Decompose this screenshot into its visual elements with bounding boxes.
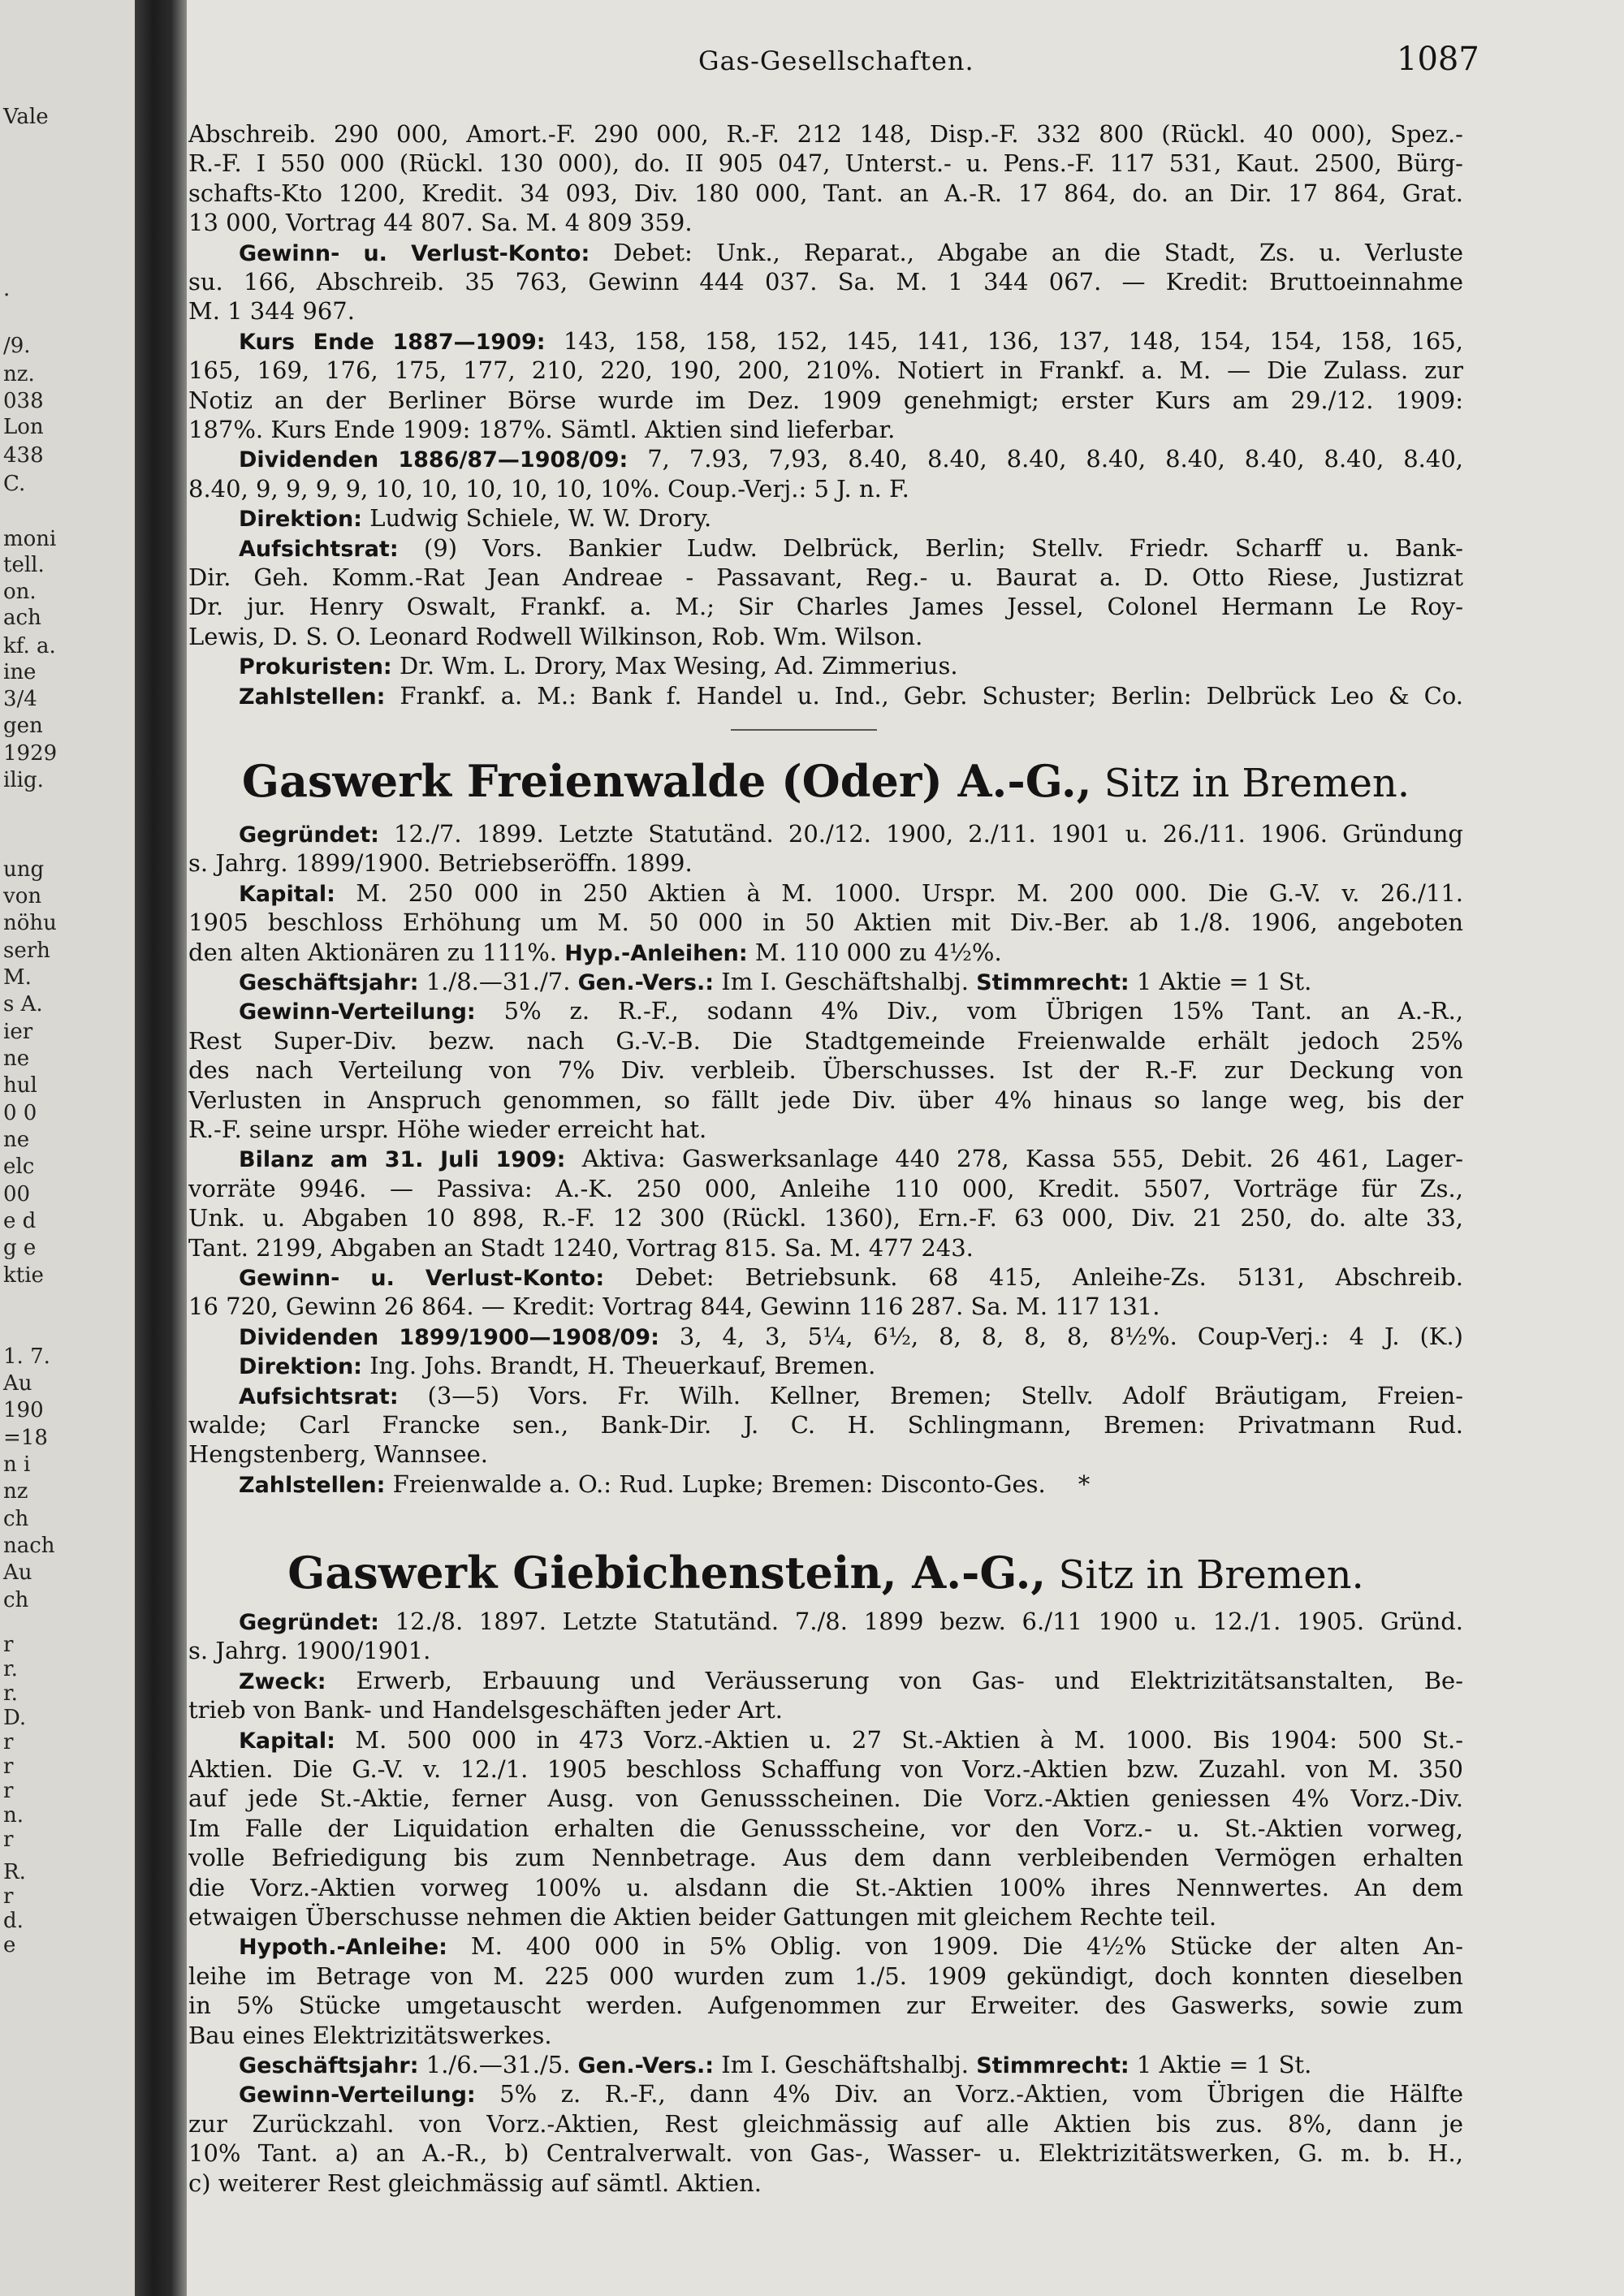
prev-direktion bbox=[188, 504, 1463, 532]
fw-bilanz-line bbox=[188, 1234, 1463, 1262]
fw-gegruendet-line bbox=[188, 820, 1463, 848]
field-text: auf jede St.-Aktie, ferner Ausg. von Genussscheinen. Die Vorz.-Aktien geniessen 4% Vorz.-Div. bbox=[188, 1785, 1463, 1813]
field-label: Gewinn- u. Verlust-Konto: bbox=[239, 240, 590, 266]
left-page-fragment: r bbox=[3, 1754, 14, 1779]
field-text: Notiz an der Berliner Börse wurde im Dez. 1909 genehmigt; erster Kurs am 29./12. 1909: bbox=[188, 386, 1463, 414]
left-page-fragment: moni bbox=[3, 527, 57, 551]
field-text: volle Befriedigung bis zum Nennbetrage. Aus dem dann verbleibenden Vermögen erhalten bbox=[188, 1844, 1463, 1872]
gs-hypothek-line bbox=[188, 2022, 1463, 2049]
prev-balance-line bbox=[188, 179, 1463, 207]
left-page-fragment: r bbox=[3, 1730, 14, 1754]
prev-kurs-line bbox=[188, 386, 1463, 414]
left-page-fragment: Vale bbox=[3, 105, 49, 129]
prev-aufsichtsrat-line bbox=[188, 534, 1463, 562]
gs-kapital-line bbox=[188, 1726, 1463, 1754]
field-label: Gen.-Vers.: bbox=[577, 2053, 715, 2078]
company-name: Gaswerk Freienwalde (Oder) A.-G., bbox=[241, 755, 1092, 807]
left-page-fragment: e bbox=[3, 1933, 16, 1957]
page-number: 1087 bbox=[1397, 41, 1479, 78]
fw-kapital-line bbox=[188, 908, 1463, 936]
gs-gewinnverteilung-line bbox=[188, 2139, 1463, 2167]
field-label: Gen.-Vers.: bbox=[577, 970, 715, 995]
left-page-fragment: 038 bbox=[3, 389, 44, 413]
left-page-fragment: C. bbox=[3, 472, 26, 496]
field-text: R.-F. I 550 000 (Rückl. 130 000), do. II 905 047, Unterst.- u. Pens.-F. 117 531, Kaut. 2500, Bürg- bbox=[188, 149, 1463, 178]
field-text: Dir. Geh. Komm.-Rat Jean Andreae - Passavant, Reg.- u. Baurat a. D. Otto Riese, Justizrat bbox=[188, 563, 1463, 591]
gs-kapital-line bbox=[188, 1874, 1463, 1901]
field-text: M. 400 000 in 5% Oblig. von 1909. Die 4½% Stücke der alten An- bbox=[470, 1932, 1463, 1961]
company-seat: Sitz in Bremen. bbox=[1091, 761, 1410, 806]
left-page-fragment: 0 0 bbox=[3, 1101, 37, 1125]
field-label: Dividenden 1899/1900—1908/09: bbox=[239, 1324, 659, 1350]
field-text: Dr. Wm. L. Drory, Max Wesing, Ad. Zimmerius. bbox=[399, 652, 958, 680]
left-page-fragment: ne bbox=[3, 1128, 30, 1152]
field-text: Tant. 2199, Abgaben an Stadt 1240, Vortrag 815. Sa. M. 477 243. bbox=[188, 1233, 974, 1262]
field-text: s. Jahrg. 1900/1901. bbox=[188, 1637, 431, 1665]
field-text: 5% z. R.-F., sodann 4% Div., vom Übrigen 15% Tant. an A.-R., bbox=[503, 997, 1463, 1025]
field-label: Aufsichtsrat: bbox=[239, 536, 399, 562]
left-page-fragment: ach bbox=[3, 606, 41, 630]
field-text: 8.40, 9, 9, 9, 9, 10, 10, 10, 10, 10, 10%. Coup.-Verj.: 5 J. n. F. bbox=[188, 474, 909, 503]
field-text: M. 110 000 zu 4½%. bbox=[747, 938, 1002, 966]
gs-kapital-line bbox=[188, 1844, 1463, 1871]
page bbox=[187, 0, 1624, 2296]
left-page-fragment: /9. bbox=[3, 334, 31, 358]
left-page-fragment: d. bbox=[3, 1909, 24, 1933]
left-page-fragment: . bbox=[3, 277, 11, 301]
left-page-fragment: nz bbox=[3, 1479, 28, 1504]
fw-gewinnverteilung-line bbox=[188, 1027, 1463, 1055]
left-page-fragment: 438 bbox=[3, 443, 44, 468]
field-text: Rest Super-Div. bezw. nach G.-V.-B. Die Stadtgemeinde Freienwalde erhält jedoch 25% bbox=[188, 1026, 1463, 1055]
field-text: zur Zurückzahl. von Vorz.-Aktien, Rest gleichmässig auf alle Aktien bis zus. 8%, dann je bbox=[188, 2109, 1463, 2138]
prev-balance-line bbox=[188, 209, 1463, 236]
field-text: Freienwalde a. O.: Rud. Lupke; Bremen: Disconto-Ges. bbox=[392, 1470, 1046, 1498]
left-page-fragment: R. bbox=[3, 1860, 26, 1884]
field-text: Bau eines Elektrizitätswerkes. bbox=[188, 2021, 552, 2049]
left-page-edge bbox=[0, 0, 136, 2296]
left-page-fragment: tell. bbox=[3, 553, 45, 577]
left-page-fragment: nach bbox=[3, 1534, 55, 1558]
gs-kapital-line bbox=[188, 1785, 1463, 1812]
prev-balance-line bbox=[188, 149, 1463, 177]
field-text: 165, 169, 176, 175, 177, 210, 220, 190, 200, 210%. Notiert in Frankf. a. M. — Die Zulass. zur bbox=[188, 356, 1463, 385]
fw-bilanz-line bbox=[188, 1145, 1463, 1172]
field-label: Geschäftsjahr: bbox=[239, 970, 419, 995]
field-text: Abschreib. 290 000, Amort.-F. 290 000, R.-F. 212 148, Disp.-F. 332 800 (Rückl. 40 000), Spez.- bbox=[188, 120, 1463, 148]
fw-aufsichtsrat-line bbox=[188, 1411, 1463, 1439]
left-page-fragment: 00 bbox=[3, 1182, 31, 1206]
field-text: Aktiva: Gaswerksanlage 440 278, Kassa 555, Debit. 26 461, Lager- bbox=[581, 1145, 1463, 1173]
left-page-fragment: D. bbox=[3, 1706, 27, 1730]
left-page-fragment: ktie bbox=[3, 1263, 44, 1288]
field-text: Im I. Geschäftshalbj. bbox=[721, 2051, 970, 2078]
field-text: Hengstenberg, Wannsee. bbox=[188, 1440, 489, 1469]
left-page-fragment: 3/4 bbox=[3, 687, 37, 711]
prev-kurs-line bbox=[188, 416, 1463, 443]
left-page-fragment: r bbox=[3, 1828, 14, 1852]
gs-hypothek-line bbox=[188, 1932, 1463, 1960]
gs-hypothek-line bbox=[188, 1992, 1463, 2019]
left-page-fragment: n. bbox=[3, 1803, 24, 1828]
gs-gegruendet-line bbox=[188, 1608, 1463, 1635]
left-page-fragment: serh bbox=[3, 939, 50, 963]
field-text: 1 Aktie = 1 St. bbox=[1136, 2051, 1312, 2078]
left-page-fragment: kf. a. bbox=[3, 634, 56, 658]
field-text: den alten Aktionären zu 111%. bbox=[188, 938, 557, 966]
field-text: Aktien. Die G.-V. v. 12./1. 1905 beschloss Schaffung von Vorz.-Aktien bzw. Zuzahl. von M. 350 bbox=[188, 1755, 1463, 1783]
gs-geschaeftsjahr bbox=[188, 2051, 1463, 2078]
field-text: Verlusten in Anspruch genommen, so fällt jede Div. über 4% hinaus so lange weg, bis der bbox=[188, 1085, 1463, 1114]
field-label: Zahlstellen: bbox=[239, 1472, 386, 1498]
field-text: c) weiterer Rest gleichmässig auf sämtl. Aktien. bbox=[188, 2169, 762, 2197]
left-page-fragment: Au bbox=[3, 1371, 32, 1396]
fw-gegruendet-line bbox=[188, 849, 1463, 877]
gs-gewinnverteilung-line bbox=[188, 2169, 1463, 2197]
field-label: Kurs Ende 1887—1909: bbox=[239, 329, 546, 355]
field-label: Dividenden 1886/87—1908/09: bbox=[239, 447, 628, 473]
prev-kurs-line bbox=[188, 356, 1463, 384]
left-page-fragment: ne bbox=[3, 1047, 30, 1071]
prev-guv-line bbox=[188, 268, 1463, 296]
left-page-fragment: ier bbox=[3, 1020, 33, 1044]
left-page-fragment: ch bbox=[3, 1588, 29, 1612]
field-label: Gegründet: bbox=[239, 1610, 379, 1635]
fw-kapital-line bbox=[188, 879, 1463, 907]
field-text: die Vorz.-Aktien vorweg 100% u. alsdann die St.-Aktien 100% ihres Nennwertes. An dem bbox=[188, 1873, 1463, 1901]
field-text: 13 000, Vortrag 44 807. Sa. M. 4 809 359. bbox=[188, 209, 693, 237]
gs-gewinnverteilung-line bbox=[188, 2080, 1463, 2108]
field-label: Direktion: bbox=[239, 507, 362, 533]
field-text: etwaigen Überschusse nehmen die Aktien beider Gattungen mit gleichem Rechte teil. bbox=[188, 1903, 1217, 1931]
left-page-fragment: M. bbox=[3, 965, 32, 990]
field-text: 1905 beschloss Erhöhung um M. 50 000 in 50 Aktien mit Div.-Ber. ab 1./8. 1906, angeboten bbox=[188, 908, 1463, 937]
left-page-fragment: 190 bbox=[3, 1398, 44, 1422]
gs-kapital-line bbox=[188, 1755, 1463, 1783]
fw-geschaeftsjahr bbox=[188, 968, 1463, 995]
field-label: Gegründet: bbox=[239, 822, 379, 848]
gs-gegruendet-line bbox=[188, 1637, 1463, 1664]
prev-balance-line bbox=[188, 120, 1463, 148]
prev-aufsichtsrat-line bbox=[188, 623, 1463, 650]
fw-gewinnverteilung-line bbox=[188, 1086, 1463, 1114]
left-page-fragment: ine bbox=[3, 660, 37, 684]
field-text: Im Falle der Liquidation erhalten die Genussscheine, vor den Vorz.- u. St.-Aktien vorweg, bbox=[188, 1814, 1463, 1842]
field-text: Debet: Unk., Reparat., Abgabe an die Stadt, Zs. u. Verluste bbox=[613, 238, 1463, 266]
left-page-fragment: r bbox=[3, 1884, 14, 1909]
field-text: Lewis, D. S. O. Leonard Rodwell Wilkinson, Rob. Wm. Wilson. bbox=[188, 622, 923, 650]
field-text: M. 250 000 in 250 Aktien à M. 1000. Urspr. M. 200 000. Die G.-V. v. 26./11. bbox=[356, 878, 1463, 907]
field-label: Gewinn- u. Verlust-Konto: bbox=[239, 1266, 605, 1291]
field-text: 12./8. 1897. Letzte Statutänd. 7./8. 1899 bezw. 6./11 1900 u. 12./1. 1905. Gründ. bbox=[395, 1608, 1463, 1635]
company-title-freienwalde bbox=[188, 755, 1463, 809]
field-text: 5% z. R.-F., dann 4% Div. an Vorz.-Aktien, vom Übrigen die Hälfte bbox=[499, 2080, 1463, 2108]
company-name: Gaswerk Giebichenstein, A.-G., bbox=[287, 1547, 1047, 1599]
field-label: Kapital: bbox=[239, 881, 335, 907]
fw-gewinnverteilung-line bbox=[188, 997, 1463, 1025]
prev-dividend-line bbox=[188, 445, 1463, 473]
left-page-fragment: gen bbox=[3, 714, 43, 738]
field-text: 143, 158, 158, 152, 145, 141, 136, 137, 148, 154, 154, 158, 165, bbox=[563, 326, 1463, 355]
left-page-fragment: hul bbox=[3, 1073, 37, 1098]
prev-kurs-line bbox=[188, 327, 1463, 355]
prev-dividend-line bbox=[188, 475, 1463, 503]
left-page-fragment: ilig. bbox=[3, 768, 44, 792]
field-label: Stimmrecht: bbox=[976, 2053, 1129, 2078]
prev-zahlstellen bbox=[188, 682, 1463, 710]
field-text: 10% Tant. a) an A.-R., b) Centralverwalt. von Gas-, Wasser- u. Elektrizitätswerken, G. m. b. H., bbox=[188, 2139, 1463, 2168]
field-text: schafts-Kto 1200, Kredit. 34 093, Div. 180 000, Tant. an A.-R. 17 864, do. an Dir. 17 864, Grat. bbox=[188, 179, 1463, 207]
field-label: Direktion: bbox=[239, 1354, 362, 1380]
field-text: R.-F. seine urspr. Höhe wieder erreicht hat. bbox=[188, 1116, 707, 1143]
field-text: su. 166, Abschreib. 35 763, Gewinn 444 037. Sa. M. 1 344 067. — Kredit: Bruttoeinnahme bbox=[188, 268, 1463, 296]
left-page-fragment: 1. 7. bbox=[3, 1344, 50, 1369]
running-title: Gas-Gesellschaften. bbox=[698, 45, 974, 76]
prev-aufsichtsrat-line bbox=[188, 563, 1463, 591]
left-page-fragment: =18 bbox=[3, 1426, 48, 1450]
field-text: vorräte 9946. — Passiva: A.-K. 250 000, Anleihe 110 000, Kredit. 5507, Vorträge für Zs., bbox=[188, 1174, 1463, 1202]
fw-dividenden bbox=[188, 1323, 1463, 1350]
book-binding bbox=[135, 0, 187, 2296]
left-page-fragment: Lon bbox=[3, 415, 44, 439]
field-label: Prokuristen: bbox=[239, 654, 392, 680]
gs-zweck-line bbox=[188, 1696, 1463, 1724]
field-text: 7, 7.93, 7,93, 8.40, 8.40, 8.40, 8.40, 8.40, 8.40, 8.40, 8.40, bbox=[647, 445, 1463, 473]
left-page-fragment: von bbox=[3, 884, 42, 908]
field-text: Dr. jur. Henry Oswalt, Frankf. a. M.; Sir Charles James Jessel, Colonel Hermann Le Roy- bbox=[188, 593, 1463, 621]
field-label: Kapital: bbox=[239, 1728, 335, 1754]
prev-guv-line bbox=[188, 239, 1463, 266]
left-page-fragment: nz. bbox=[3, 362, 35, 386]
field-label: Zahlstellen: bbox=[239, 684, 386, 710]
field-text: 3, 4, 3, 5¼, 6½, 8, 8, 8, 8, 8½%. Coup-Verj.: 4 J. (K.) bbox=[679, 1322, 1463, 1350]
field-text: 1 Aktie = 1 St. bbox=[1136, 968, 1312, 995]
field-label: Hyp.-Anleihen: bbox=[564, 940, 748, 966]
fw-aufsichtsrat-line bbox=[188, 1440, 1463, 1468]
left-page-fragment: r. bbox=[3, 1657, 18, 1681]
left-page-fragment: on. bbox=[3, 580, 37, 604]
fw-guv-line bbox=[188, 1263, 1463, 1291]
fw-direktion bbox=[188, 1352, 1463, 1379]
left-page-fragment: e d bbox=[3, 1209, 37, 1233]
gs-hypothek-line bbox=[188, 1962, 1463, 1990]
left-page-fragment: 1929 bbox=[3, 741, 58, 766]
left-page-fragment: r bbox=[3, 1633, 14, 1657]
field-text: des nach Verteilung von 7% Div. verbleib. Überschusses. Ist der R.-F. zur Deckung von bbox=[188, 1056, 1463, 1085]
field-label: Zweck: bbox=[239, 1668, 326, 1694]
fw-guv-line bbox=[188, 1293, 1463, 1320]
field-label: Aufsichtsrat: bbox=[239, 1383, 399, 1409]
field-text: Unk. u. Abgaben 10 898, R.-F. 12 300 (Rückl. 1360), Ern.-F. 63 000, Div. 21 250, do. alte 33, bbox=[188, 1204, 1463, 1232]
fw-gewinnverteilung-line bbox=[188, 1056, 1463, 1084]
left-page-fragment: ung bbox=[3, 857, 45, 882]
field-text: 1./6.—31./5. bbox=[425, 2051, 571, 2078]
field-text: 187%. Kurs Ende 1909: 187%. Sämtl. Aktien sind lieferbar. bbox=[188, 416, 896, 443]
field-text: M. 500 000 in 473 Vorz.-Aktien u. 27 St.-Aktien à M. 1000. Bis 1904: 500 St.- bbox=[355, 1725, 1463, 1754]
field-text: s. Jahrg. 1899/1900. Betriebseröffn. 1899. bbox=[188, 849, 693, 878]
field-text: leihe im Betrage von M. 225 000 wurden zum 1./5. 1909 gekündigt, doch konnten dieselben bbox=[188, 1962, 1463, 1990]
field-label: Stimmrecht: bbox=[976, 970, 1129, 995]
gs-gewinnverteilung-line bbox=[188, 2110, 1463, 2138]
left-page-fragment: s A. bbox=[3, 992, 43, 1016]
footnote-star: * bbox=[1078, 1470, 1091, 1498]
left-page-fragment: n i bbox=[3, 1452, 31, 1477]
left-page-fragment: elc bbox=[3, 1154, 35, 1179]
fw-zahlstellen bbox=[188, 1470, 1463, 1498]
company-seat: Sitz in Bremen. bbox=[1046, 1552, 1364, 1598]
field-text: walde; Carl Francke sen., Bank-Dir. J. C. H. Schlingmann, Bremen: Privatmann Rud. bbox=[188, 1411, 1463, 1439]
field-text: Frankf. a. M.: Bank f. Handel u. Ind., Gebr. Schuster; Berlin: Delbrück Leo & Co. bbox=[400, 681, 1463, 710]
prev-guv-line bbox=[188, 297, 1463, 325]
fw-kapital-line bbox=[188, 939, 1463, 966]
left-page-fragment: ch bbox=[3, 1507, 29, 1531]
prev-prokuristen bbox=[188, 652, 1463, 680]
field-text: trieb von Bank- und Handelsgeschäften jeder Art. bbox=[188, 1696, 784, 1724]
field-text: Debet: Betriebsunk. 68 415, Anleihe-Zs. 5131, Abschreib. bbox=[635, 1263, 1463, 1291]
fw-aufsichtsrat-line bbox=[188, 1382, 1463, 1409]
field-text: Ludwig Schiele, W. W. Drory. bbox=[369, 504, 712, 533]
gs-kapital-line bbox=[188, 1903, 1463, 1931]
fw-bilanz-line bbox=[188, 1175, 1463, 1202]
field-label: Gewinn-Verteilung: bbox=[239, 999, 476, 1025]
gs-kapital-line bbox=[188, 1815, 1463, 1842]
left-page-fragment: nöhu bbox=[3, 911, 57, 935]
left-page-fragment: r bbox=[3, 1779, 14, 1803]
field-label: Bilanz am 31. Juli 1909: bbox=[239, 1147, 566, 1173]
field-text: Ing. Johs. Brandt, H. Theuerkauf, Bremen. bbox=[369, 1352, 876, 1380]
company-title-giebichenstein bbox=[188, 1547, 1463, 1601]
field-text: Im I. Geschäftshalbj. bbox=[721, 968, 970, 995]
field-text: 16 720, Gewinn 26 864. — Kredit: Vortrag 844, Gewinn 116 287. Sa. M. 117 131. bbox=[188, 1293, 1160, 1321]
field-text: M. 1 344 967. bbox=[188, 297, 355, 326]
fw-bilanz-line bbox=[188, 1204, 1463, 1232]
field-text: Erwerb, Erbauung und Veräusserung von Gas- und Elektrizitätsanstalten, Be- bbox=[356, 1666, 1463, 1694]
left-page-fragment: g e bbox=[3, 1236, 37, 1260]
field-text: 12./7. 1899. Letzte Statutänd. 20./12. 1900, 2./11. 1901 u. 26./11. 1906. Gründung bbox=[394, 820, 1463, 848]
gs-zweck-line bbox=[188, 1667, 1463, 1694]
field-text: in 5% Stücke umgetauscht werden. Aufgenommen zur Erweiter. des Gaswerks, sowie zum bbox=[188, 1992, 1463, 2020]
field-label: Gewinn-Verteilung: bbox=[239, 2082, 476, 2108]
field-label: Hypoth.-Anleihe: bbox=[239, 1935, 447, 1961]
field-text: (3—5) Vors. Fr. Wilh. Kellner, Bremen; Stellv. Adolf Bräutigam, Freien- bbox=[427, 1381, 1463, 1409]
section-divider bbox=[731, 729, 877, 731]
left-page-fragment: Au bbox=[3, 1560, 32, 1585]
field-text: (9) Vors. Bankier Ludw. Delbrück, Berlin; Stellv. Friedr. Scharff u. Bank- bbox=[423, 533, 1463, 562]
left-page-fragment: r. bbox=[3, 1681, 18, 1706]
field-label: Geschäftsjahr: bbox=[239, 2053, 419, 2078]
prev-aufsichtsrat-line bbox=[188, 593, 1463, 620]
fw-gewinnverteilung-line bbox=[188, 1116, 1463, 1143]
field-text: 1./8.—31./7. bbox=[425, 968, 571, 995]
